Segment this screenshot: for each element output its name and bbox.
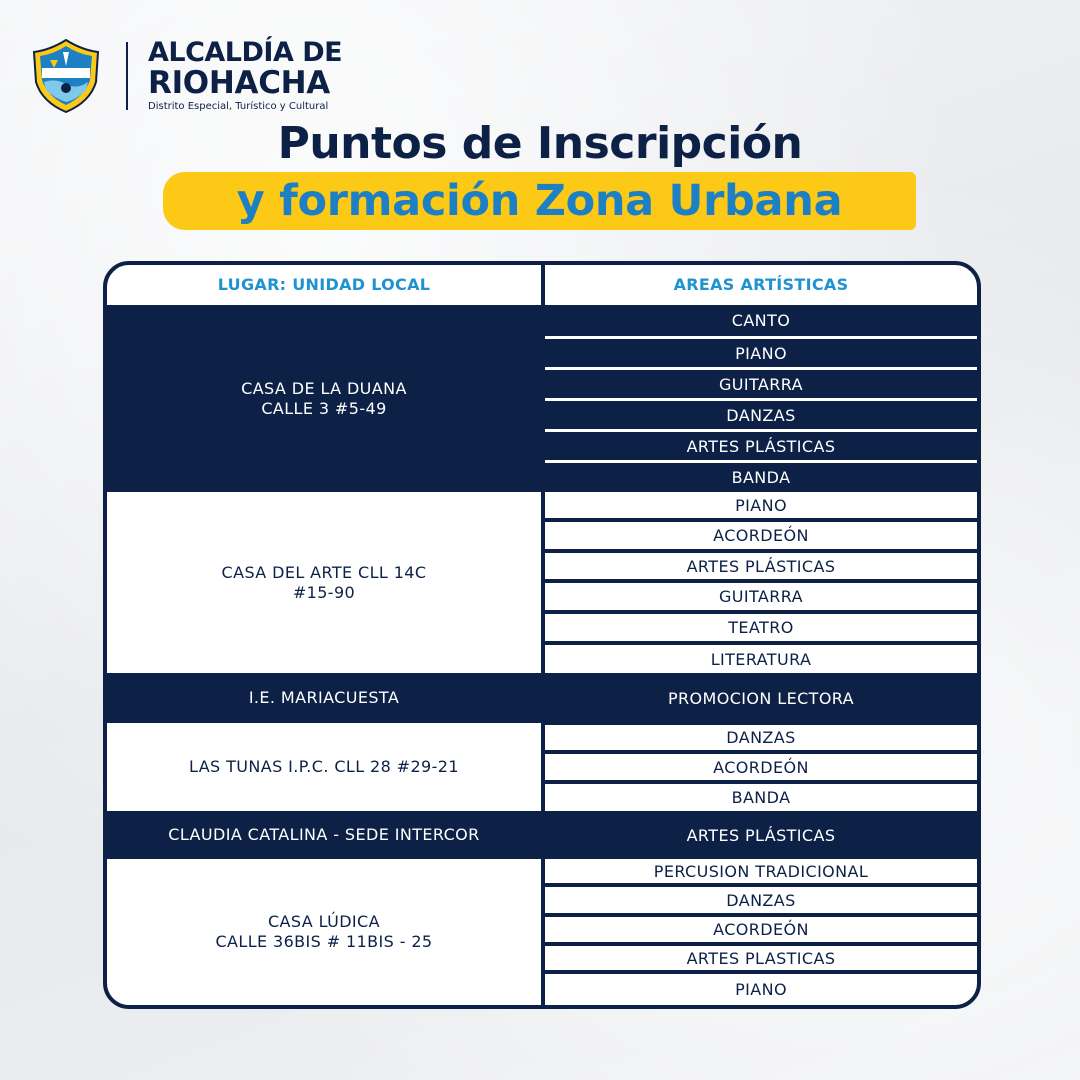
table-row: [107, 811, 977, 859]
table-row: [107, 492, 977, 673]
location-name: CASA DE LA DUANA: [241, 378, 407, 398]
location-name: CASA LÚDICA: [267, 912, 380, 931]
area-item: DANZAS: [545, 401, 977, 429]
location-cell: I.E. MARIACUESTA: [248, 688, 400, 707]
location-cell: LAS TUNAS I.P.C. CLL 28 #29-21: [107, 723, 541, 811]
area-item: ARTES PLÁSTICAS: [545, 553, 977, 579]
location-name: CASA DEL ARTE CLL 14C: [221, 562, 427, 582]
area-item: ACORDEÓN: [545, 754, 977, 780]
table-row: [107, 305, 977, 492]
area-item: ACORDEÓN: [545, 917, 977, 942]
logo-divider: [126, 42, 128, 110]
location-cell: [107, 859, 541, 1005]
area-item: ARTES PLASTICAS: [545, 946, 977, 970]
alcaldia-logo: [30, 38, 350, 118]
area-item: PIANO: [545, 974, 977, 1005]
area-item: ACORDEÓN: [545, 522, 977, 549]
location-address: CALLE 3 #5-49: [261, 398, 387, 418]
area-item: BANDA: [545, 784, 977, 811]
table-row: [107, 723, 977, 811]
area-item: PIANO: [545, 339, 977, 367]
area-item: ARTES PLÁSTICAS: [545, 811, 977, 859]
area-item: PROMOCION LECTORA: [545, 673, 977, 723]
riohacha-shield-icon: [30, 38, 102, 114]
area-item: ARTES PLÁSTICAS: [545, 432, 977, 460]
area-item: GUITARRA: [545, 370, 977, 398]
logo-wordmark: [148, 37, 343, 101]
area-item: GUITARRA: [545, 583, 977, 610]
location-cell: [107, 305, 541, 492]
table-row: [107, 859, 977, 1005]
area-item: CANTO: [545, 305, 977, 336]
header-location: LUGAR: UNIDAD LOCAL: [217, 275, 431, 294]
area-item: TEATRO: [545, 614, 977, 641]
location-address: #15-90: [292, 582, 356, 602]
area-item: PIANO: [545, 492, 977, 518]
area-item: BANDA: [545, 463, 977, 492]
page-subtitle: y formación Zona Urbana: [236, 176, 843, 226]
area-item: PERCUSION TRADICIONAL: [545, 859, 977, 883]
header-areas: AREAS ARTÍSTICAS: [673, 275, 849, 294]
area-item: DANZAS: [545, 887, 977, 913]
logo-line2: RIOHACHA: [148, 65, 330, 101]
logo-line1: ALCALDÍA DE: [148, 37, 343, 68]
location-address: CALLE 36BIS # 11BIS - 25: [215, 932, 433, 951]
area-item: LITERATURA: [545, 645, 977, 673]
page-title: Puntos de Inscripción: [277, 118, 803, 169]
area-item: DANZAS: [545, 725, 977, 750]
location-cell: [107, 492, 541, 673]
location-cell: CLAUDIA CATALINA - SEDE INTERCOR: [168, 825, 480, 844]
logo-tagline: Distrito Especial, Turístico y Cultural: [148, 101, 329, 112]
registration-table: [103, 261, 981, 1009]
table-row: [107, 673, 977, 723]
